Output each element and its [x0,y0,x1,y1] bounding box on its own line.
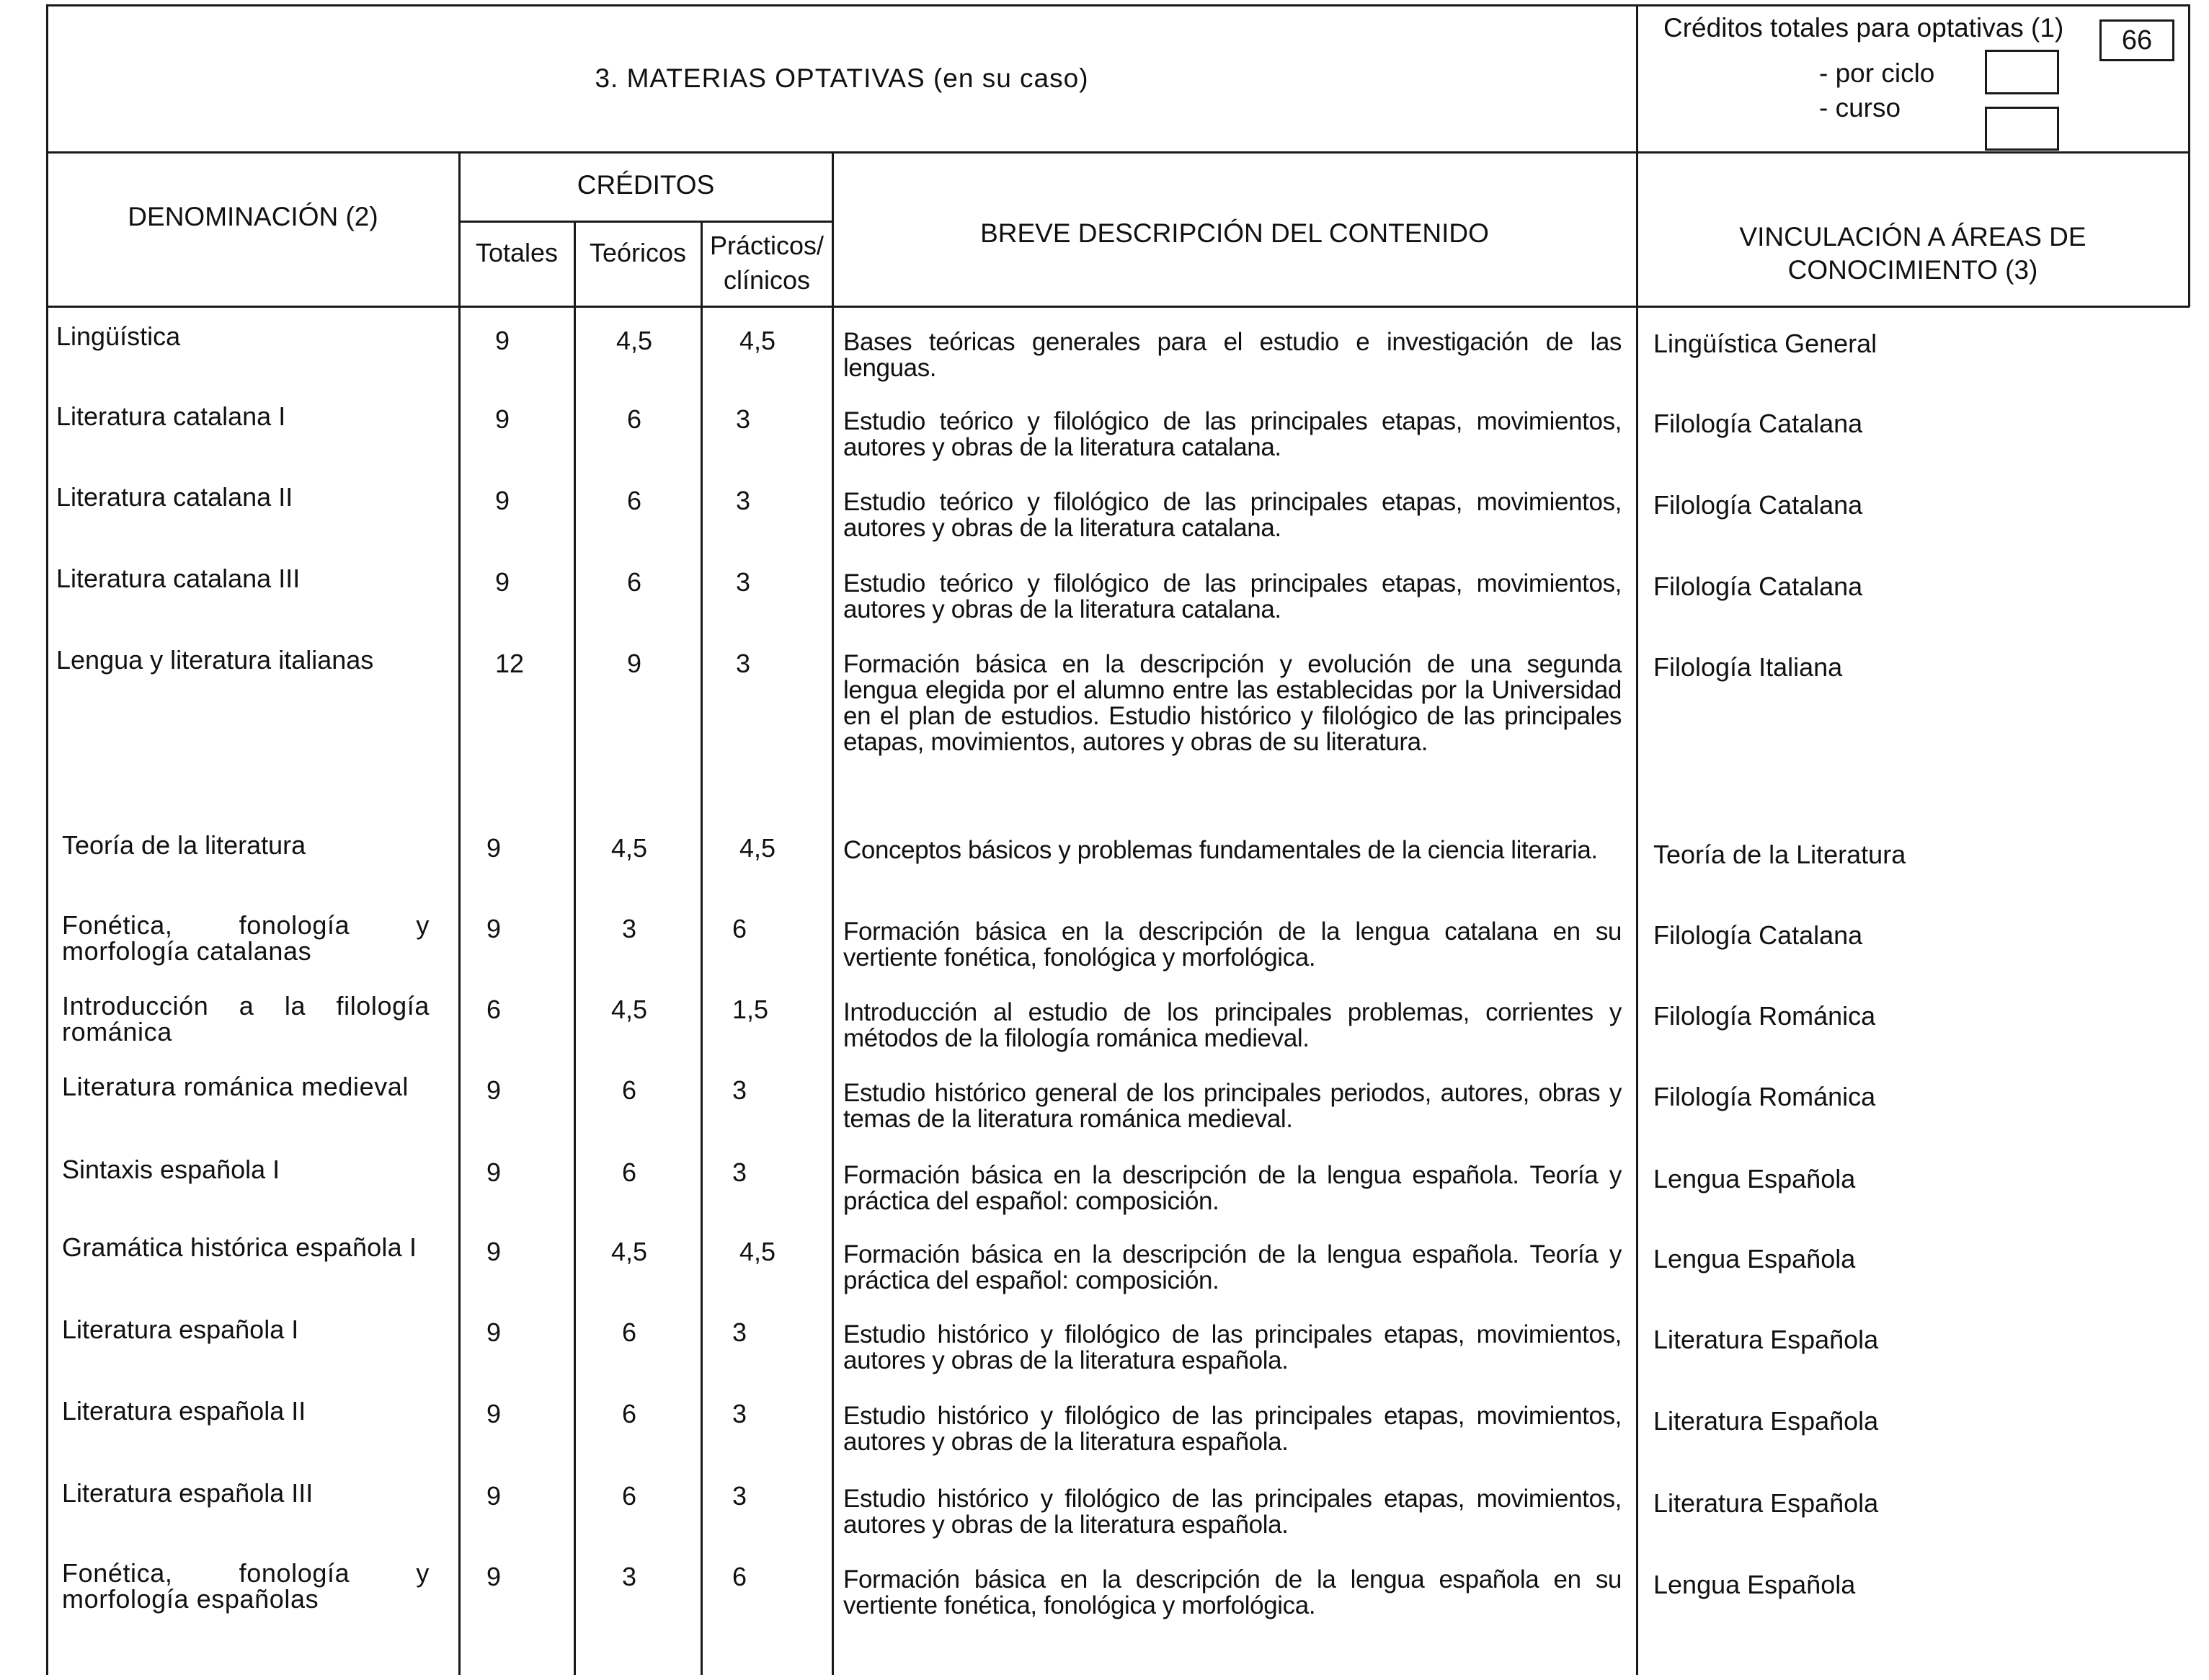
credits-practice: 3 [732,1317,747,1347]
subject-name: Lingüística [56,321,181,351]
subject-description: Formación básica en la descripción de la lengua española en su vertiente fonética, fonológica y morfológica. [843,1565,1622,1619]
knowledge-area: Lengua Española [1653,1570,1856,1599]
knowledge-area: Literatura Española [1653,1325,1879,1354]
col-line-desc [1636,4,1638,1675]
subject-description: Introducción al estudio de los principales problemas, corrientes y métodos de la filología románica medieval. [843,998,1622,1052]
credits-total: 9 [486,1317,502,1347]
credits-practice: 1,5 [732,995,769,1024]
column-header-divider [46,306,2190,308]
subject-description: Estudio teórico y filológico de las principales etapas, movimientos, autores y obras de la literatura catalana. [843,407,1622,461]
subject-description: Estudio teórico y filológico de las principales etapas, movimientos, autores y obras de la literatura catalana. [843,488,1622,542]
credits-practice: 4,5 [739,326,776,355]
credits-total: 9 [486,914,502,943]
vinculacion-header-line2: CONOCIMIENTO (3) [1787,255,2038,285]
credits-theory: 4,5 [610,995,648,1024]
subject-name: Literatura española I [62,1315,299,1344]
por-ciclo-box [1985,50,2059,94]
subject-name: Literatura románica medieval [62,1072,409,1101]
subject-name: Sintaxis española I [62,1155,280,1184]
top-border [46,4,2190,6]
credits-theory: 4,5 [615,326,653,355]
credits-total: 9 [486,1237,502,1266]
credits-theory: 6 [621,1399,637,1428]
subject-description: Estudio histórico y filológico de las principales etapas, movimientos, autores y obras de la literatura española. [843,1320,1622,1374]
knowledge-area: Filología Catalana [1653,490,1863,520]
credits-total: 6 [486,995,502,1024]
subject-name: Literatura española II [62,1396,306,1426]
subject-description: Formación básica en la descripción de la lengua española. Teoría y práctica del español: composición. [843,1161,1622,1215]
credits-total: 9 [494,567,510,597]
col-line-teoricos [701,221,703,1675]
credits-practice: 4,5 [739,1237,776,1266]
credits-theory: 4,5 [610,833,648,863]
credits-practice: 3 [735,486,751,515]
subject-description: Conceptos básicos y problemas fundamentales de la ciencia literaria. [843,836,1598,864]
col-line-totales [574,221,576,1675]
credits-theory: 3 [621,914,637,943]
creditos-totales-label: Créditos totales para optativas (1) [1663,13,2064,43]
knowledge-area: Filología Románica [1653,1001,1876,1031]
knowledge-area: Filología Catalana [1653,920,1863,950]
curso-box [1985,107,2059,151]
knowledge-area: Filología Catalana [1653,572,1863,601]
curso-label: - curso [1819,93,1901,123]
knowledge-area: Filología Románica [1653,1082,1876,1111]
credits-practice: 4,5 [739,833,776,863]
creditos-totales-box [2099,19,2174,61]
credits-practice: 3 [735,567,751,597]
credits-theory: 6 [626,404,642,434]
credits-practice: 3 [732,1399,747,1428]
descripcion-header: BREVE DESCRIPCIÓN DEL CONTENIDO [980,218,1489,248]
subject-name: Teoría de la literatura [62,830,306,860]
creditos-divider [458,221,833,223]
section-title: 3. MATERIAS OPTATIVAS (en su caso) [595,63,1089,93]
subject-name: Literatura catalana III [56,564,301,593]
subject-description: Formación básica en la descripción de la lengua catalana en su vertiente fonética, fonológica y morfológica. [843,917,1622,972]
credits-theory: 9 [626,649,642,678]
knowledge-area: Lengua Española [1653,1244,1856,1274]
right-border [2188,4,2190,307]
knowledge-area: Lengua Española [1653,1164,1856,1194]
teoricos-header: Teóricos [589,238,687,267]
credits-practice: 3 [732,1481,747,1511]
por-ciclo-label: - por ciclo [1819,58,1935,88]
credits-total: 9 [486,1481,502,1511]
subject-description: Formación básica en la descripción y evolución de una segunda lengua elegida por el alumno entre las establecidas por la Universidad en el plan de estudios. Estudio histórico y filológico de las principales etapas, movimientos, autores y obras de su literatura. [843,650,1622,756]
totales-header: Totales [475,238,559,267]
subject-description: Estudio histórico general de los principales periodos, autores, obras y temas de la literatura románica medieval. [843,1079,1622,1133]
credits-theory: 6 [626,486,642,515]
subject-name: Gramática histórica española I [62,1232,417,1262]
credits-theory: 6 [621,1481,637,1511]
knowledge-area: Literatura Española [1653,1406,1879,1436]
subject-name: Literatura catalana II [56,482,293,512]
subject-description: Formación básica en la descripción de la lengua española. Teoría y práctica del español: composición. [843,1240,1622,1294]
vinculacion-header-line1: VINCULACIÓN A ÁREAS DE [1739,222,2086,252]
credits-practice: 3 [732,1157,747,1187]
subject-name: Fonética, fonología y morfología catalanas [62,910,430,966]
subject-description: Estudio histórico y filológico de las principales etapas, movimientos, autores y obras de la literatura española. [843,1402,1622,1456]
credits-total: 9 [494,404,510,434]
credits-total: 9 [486,1399,502,1428]
credits-total: 9 [486,1157,502,1187]
credits-total: 9 [494,326,510,355]
credits-practice: 3 [735,649,751,678]
credits-practice: 3 [732,1075,747,1105]
practicos-header-line1: Prácticos/ [709,231,825,260]
credits-theory: 6 [626,567,642,597]
knowledge-area: Literatura Española [1653,1488,1879,1518]
credits-total: 9 [486,1562,502,1591]
knowledge-area: Filología Italiana [1653,652,1843,682]
credits-theory: 4,5 [610,1237,648,1266]
credits-practice: 6 [732,914,747,943]
credits-practice: 3 [735,404,751,434]
creditos-header: CRÉDITOS [577,170,715,200]
credits-total: 9 [486,833,502,863]
practicos-header-line2: clínicos [723,265,811,295]
subject-description: Estudio teórico y filológico de las principales etapas, movimientos, autores y obras de la literatura catalana. [843,569,1622,623]
subject-name: Literatura catalana I [56,401,286,431]
credits-total: 12 [494,649,525,678]
subject-name: Literatura española III [62,1478,314,1508]
denominacion-header: DENOMINACIÓN (2) [128,202,378,231]
subject-name: Introducción a la filología románica [62,991,430,1046]
credits-total: 9 [486,1075,502,1105]
knowledge-area: Teoría de la Literatura [1653,840,1906,869]
credits-theory: 6 [621,1157,637,1187]
credits-theory: 3 [621,1562,637,1591]
subject-description: Estudio histórico y filológico de las principales etapas, movimientos, autores y obras de la literatura española. [843,1485,1622,1539]
subject-name: Lengua y literatura italianas [56,645,374,675]
credits-theory: 6 [621,1075,637,1105]
col-line-practicos [832,153,834,1675]
knowledge-area: Lingüística General [1653,329,1877,358]
creditos-totales-value: 66 [2121,25,2153,55]
subject-name: Fonética, fonología y morfología españolas [62,1558,430,1614]
credits-practice: 6 [732,1562,747,1591]
credits-theory: 6 [621,1317,637,1347]
subject-description: Bases teóricas generales para el estudio e investigación de las lenguas. [843,328,1622,382]
col-line-name [458,153,461,1675]
header-divider [46,151,2190,154]
left-border [46,4,48,1675]
credits-total: 9 [494,486,510,515]
knowledge-area: Filología Catalana [1653,409,1863,438]
